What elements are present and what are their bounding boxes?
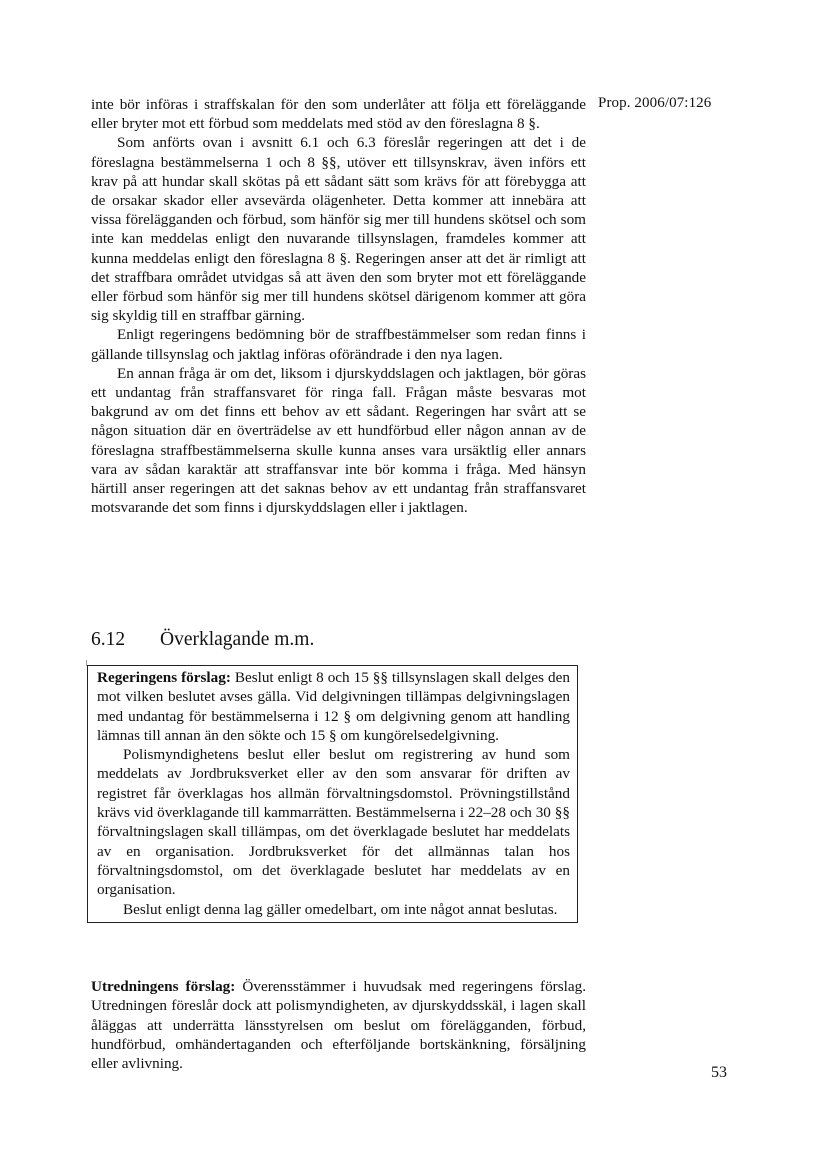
paragraph-scope: Som anförts ovan i avsnitt 6.1 och 6.3 föreslår regeringen att det i de föreslagna bestämmelserna 1 och 8 §§, utöver ett tillsynskrav, även införs ett krav på att hundar skall skötas på ett sådant sätt som krävs för att förebygga att de orsakar skador eller avsevärda olägenheter. Detta kommer att innebära att vissa förelägganden och förbud, som hänför sig mer till hundens skötsel och som inte kan meddelas enligt den nuvarande tillsynslagen, framdeles kommer att kunna meddelas enligt den föreslagna 8 §. Regeringen anser att det är rimligt att det straffbara området utvidgas så att även den som bryter mot ett föreläggande eller förbud som hänför sig mer till hundens skötsel därigenom kommer att göra sig skyldig till en straffbar gärning. — [91, 134, 586, 325]
proposal-label: Regeringens förslag: — [97, 669, 231, 686]
paragraph-minor-cases: En annan fråga är om det, liksom i djurskyddslagen och jaktlagen, bör göras ett undantag från straffansvaret för ringa fall. Frågan måste besvaras mot bakgrund av om det finns ett behov av ett sådant. Regeringen har svårt att se någon situation där en överträdelse av ett hundförbud eller någon annan av de föreslagna straffbestämmelserna skulle kunna anses vara ursäktlig eller annars vara av sådan karaktär att straffansvar inte bör komma i fråga. Med hänsyn härtill anser regeringen att det saknas behov av ett undantag från straffansvaret motsvarande det som finns i djurskyddslagen eller i jaktlagen. — [91, 364, 586, 517]
section-title: Överklagande m.m. — [160, 629, 315, 650]
inquiry-paragraph — [91, 977, 586, 1073]
body-text — [91, 95, 586, 517]
proposition-reference: Prop. 2006/07:126 — [598, 95, 712, 111]
inquiry-text: Överensstämmer i huvudsak med regeringens förslag. Utredningen föreslår dock att polismyndigheten, av djurskyddsskäl, i lagen skall åläggas att underrätta länsstyrelsen om beslut om förelägganden, förbud, hundförbud, omhändertaganden och efterföljande bortskänkning, försäljning eller avlivning. — [91, 978, 586, 1073]
page-number: 53 — [711, 1064, 727, 1081]
government-proposal-box — [87, 665, 578, 923]
paragraph-assessment: Enligt regeringens bedömning bör de straffbestämmelser som redan finns i gällande tillsynslag och jaktlag införas oförändrade i den nya lagen. — [91, 326, 586, 363]
inquiry-label: Utredningens förslag: — [91, 978, 236, 995]
proposal-first-paragraph — [97, 668, 570, 745]
section-number: 6.12 — [91, 629, 126, 650]
proposal-effect-paragraph: Beslut enligt denna lag gäller omedelbart, om inte något annat beslutas. — [123, 900, 558, 918]
section-heading — [91, 628, 586, 652]
paragraph-continuation: inte bör införas i straffskalan för den som underlåter att följa ett föreläggande eller bryter mot ett förbud som meddelats med stöd av den föreslagna 8 §. — [91, 96, 586, 133]
proposal-first-text: Beslut enligt 8 och 15 §§ tillsynslagen skall delges den mot vilken beslutet avses gälla. Vid delgivningen tillämpas delgivningslagen med undantag för bestämmelserna i 12 § om delgivning genom att handling lämnas till annan än den sökte och 15 § om kungörelsedelgivning. — [97, 669, 570, 744]
inquiry-proposal — [91, 977, 586, 1073]
proposal-appeal-paragraph: Polismyndighetens beslut eller beslut om registrering av hund som meddelats av Jordbruksverket eller av den som ansvarar för driften av registret får överklagas hos allmän förvaltningsdomstol. Prövningstillstånd krävs vid överklagande till kammarrätten. Bestämmelserna i 22–28 och 30 §§ förvaltningslagen skall tillämpas, om det överklagade beslutet har meddelats av en organisation. Jordbruksverket för det allmännas talan hos förvaltningsdomstol, om det överklagade beslutet har meddelats av en organisation. — [97, 746, 570, 899]
